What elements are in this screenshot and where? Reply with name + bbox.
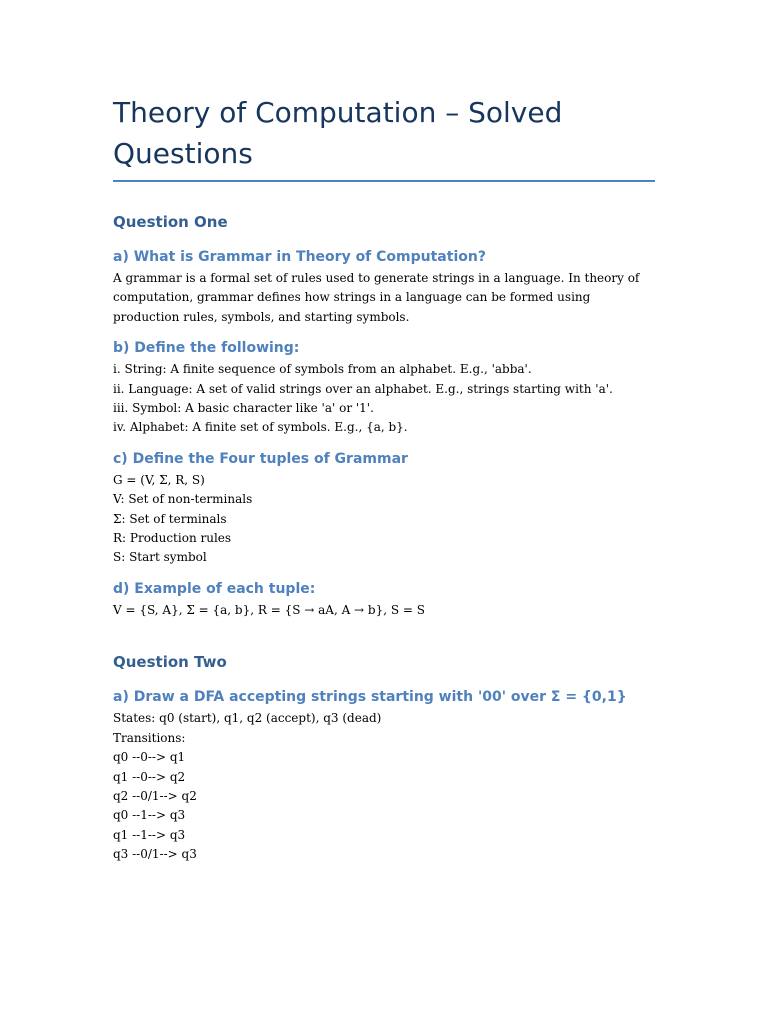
q1-part-c-heading: c) Define the Four tuples of Grammar xyxy=(113,450,408,467)
dfa-transition: q3 --0/1--> q3 xyxy=(113,847,197,862)
question-one-heading: Question One xyxy=(113,213,228,231)
q1-part-c-list xyxy=(113,471,655,568)
q1-part-b-heading: b) Define the following: xyxy=(113,340,300,357)
example-line: V = {S, A}, Σ = {a, b}, R = {S → aA, A → b}, S = S xyxy=(113,602,425,617)
document-title: Theory of Computation – Solved Questions xyxy=(113,96,563,170)
definition-line: iv. Alphabet: A finite set of symbols. E.g., {a, b}. xyxy=(113,420,408,435)
q1-part-a-paragraph: A grammar is a formal set of rules used to generate strings in a language. In theory of computation, grammar defines how strings in a language can be formed using production rules, symbols, and starting symbols. xyxy=(113,271,640,324)
tuple-line: R: Production rules xyxy=(113,531,232,546)
definition-line: ii. Language: A set of valid strings over an alphabet. E.g., strings starting with 'a'. xyxy=(113,381,613,396)
q1-part-a-heading: a) What is Grammar in Theory of Computation? xyxy=(113,249,486,265)
title-underline xyxy=(113,180,655,182)
dfa-transition: q0 --1--> q3 xyxy=(113,808,186,823)
q1-part-d-list xyxy=(113,601,655,620)
question-two-heading: Question Two xyxy=(113,653,227,672)
dfa-transition: q1 --0--> q2 xyxy=(113,769,186,784)
definition-line: iii. Symbol: A basic character like 'a' or '1'. xyxy=(113,401,374,416)
dfa-line: Transitions: xyxy=(113,730,186,745)
dfa-transition: q2 --0/1--> q2 xyxy=(113,788,197,803)
tuple-line: V: Set of non-terminals xyxy=(113,492,253,507)
dfa-transition: q1 --1--> q3 xyxy=(113,827,186,842)
q1-part-d-heading: d) Example of each tuple: xyxy=(113,580,316,597)
dfa-line: States: q0 (start), q1, q2 (accept), q3 (dead) xyxy=(113,711,382,726)
tuple-line: G = (V, Σ, R, S) xyxy=(113,472,205,487)
q2-part-a-heading: a) Draw a DFA accepting strings starting with '00' over Σ = {0,1} xyxy=(113,689,627,706)
definition-line: i. String: A finite sequence of symbols from an alphabet. E.g., 'abba'. xyxy=(113,362,532,377)
document-page xyxy=(113,92,655,865)
dfa-transition: q0 --0--> q1 xyxy=(113,750,186,765)
q1-part-b-list xyxy=(113,360,655,438)
q2-part-a-list xyxy=(113,709,655,864)
tuple-line: S: Start symbol xyxy=(113,550,207,565)
tuple-line: Σ: Set of terminals xyxy=(113,511,227,526)
